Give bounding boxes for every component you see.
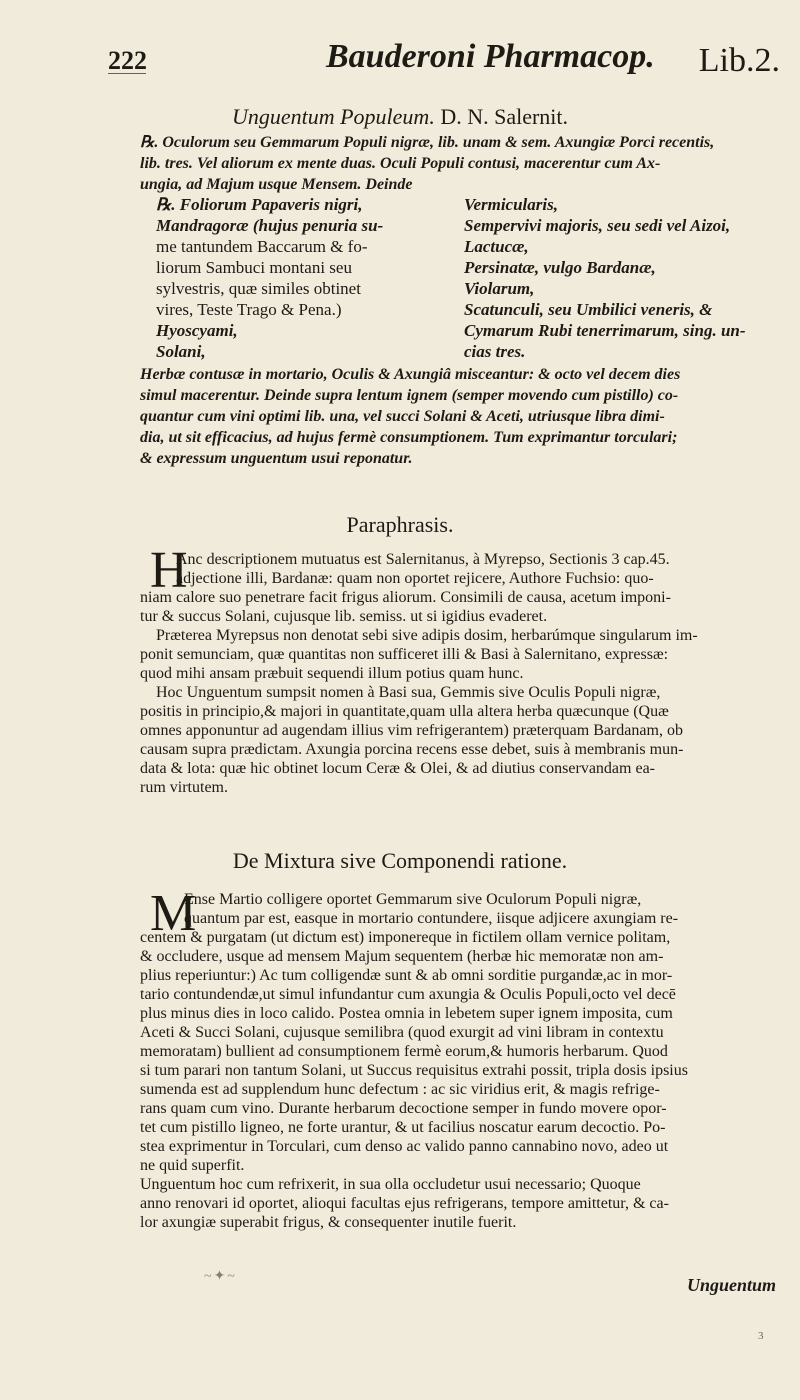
ingredients-left-column <box>156 194 446 362</box>
mixtura-line: Ense Martio colligere oportet Gemmarum sive Oculorum Populi nigræ, <box>184 891 642 908</box>
paraphrasis-line: data & lota: quæ hic obtinet locum Ceræ & Olei, & ad diutius conservandam ea- <box>140 760 655 777</box>
mixtura-text <box>140 885 788 1232</box>
mixtura-dropcap: M <box>150 885 197 942</box>
paraphrasis-line: quod mihi ansam præbuit sequendi illum potius quam hunc. <box>140 665 524 682</box>
ingredient-line: Mandragoræ (hujus penuria su- <box>156 216 384 235</box>
paraphrasis-line: niam calore suo penetrare facit frigus aliorum. Consimili de causa, acetum imponi- <box>140 589 671 606</box>
mixtura-line: & occludere, usque ad mensem Majum sequentem (herbæ hic memoratæ non am- <box>140 948 664 965</box>
recipe-name: Unguentum Populeum. <box>231 104 435 129</box>
paraphrasis-line: omnes apponuntur ad augendam illius vim refrigerantem) præterquam Bardanam, ob <box>140 722 683 739</box>
mixtura-line: memoratam) bullient ad consumptionem fermè eorum,& humoris herbarum. Quod <box>140 1043 668 1060</box>
recipe-source: D. N. Salernit. <box>440 104 569 129</box>
mixtura-line: lor axungiæ superabit frigus, & consequenter inutile fuerit. <box>140 1214 517 1231</box>
method-line: quantur cum vini optimi lib. una, vel succi Solani & Aceti, utriusque libra dimi- <box>140 408 665 425</box>
intro-line: ungia, ad Majum usque Mensem. Deinde <box>140 176 413 193</box>
mixtura-line: tario contundendæ,ut simul infundantur cum axungia & Oculis Populi,octo vel decē <box>140 986 676 1003</box>
paraphrasis-line: positis in principio,& majori in quantitate,quam ulla altera herba quæcunque (Quæ <box>140 703 669 720</box>
page-signature: 3 <box>758 1330 764 1342</box>
book-reference: Lib.2. <box>698 42 780 79</box>
paraphrasis-line: causam supra prædictam. Axungia porcina recens esse debet, suis à membranis mun- <box>140 741 684 758</box>
mixtura-line: plus minus dies in loco calido. Postea omnia in lebetem super ignem imposita, cum <box>140 1005 673 1022</box>
ingredient-line: liorum Sambuci montani seu <box>156 258 352 277</box>
paraphrasis-dropcap: H <box>150 542 188 599</box>
paraphrasis-line: tur & succus Solani, cujusque lib. semiss. ut si igidius evaderet. <box>140 608 548 625</box>
mixtura-line: si tum parari non tantum Solani, ut Succus requisitus extrahi possit, tripla dosis ipsius <box>140 1062 688 1079</box>
intro-line: ℞. Oculorum seu Gemmarum Populi nigræ, lib. unam & sem. Axungiæ Porci recentis, <box>140 134 715 151</box>
mixtura-line: Aceti & Succi Solani, cujusque semilibra (quod exurgit ad vini libram in contextu <box>140 1024 664 1041</box>
mixtura-line: quantum par est, easque in mortario contundere, iisque adjicere axungiam re- <box>184 910 679 927</box>
mixtura-line: ne quid superfit. <box>140 1157 245 1174</box>
page-header <box>108 38 780 82</box>
ingredient-line: Solani, <box>156 342 206 361</box>
ingredient-line: Violarum, <box>464 279 535 298</box>
ingredient-line: Lactucæ, <box>464 237 529 256</box>
mixtura-line: tet cum pistillo ligneo, ne forte urantur, & ut facilius noscatur earum decoctio. Po- <box>140 1119 666 1136</box>
ingredient-line: Cymarum Rubi tenerrimarum, sing. un- <box>464 321 746 340</box>
catchword: Unguentum <box>686 1275 776 1295</box>
ingredient-line: Vermicularis, <box>464 195 558 214</box>
mixtura-line: Unguentum hoc cum refrixerit, in sua olla occludetur usui necessario; Quoque <box>140 1176 641 1193</box>
mixtura-line: anno renovari id oportet, alioqui facultas ejus refrigerans, tempore amittetur, & ca- <box>140 1195 669 1212</box>
ingredient-line: Hyoscyami, <box>156 321 238 340</box>
mixtura-line: sumenda est ad supplendum hunc defectum : ac sic viridius erit, & magis refrige- <box>140 1081 660 1098</box>
page-number-underline <box>108 73 146 74</box>
ingredient-line: Scatunculi, seu Umbilici veneris, & <box>464 300 713 319</box>
method-line: simul macerentur. Deinde supra lentum ignem (semper movendo cum pistillo) co- <box>140 387 679 404</box>
method-text <box>140 364 788 469</box>
mixtura-line: rans quam cum vino. Durante herbarum decoctione semper in fundo movere opor- <box>140 1100 667 1117</box>
paraphrasis-line: Præterea Myrepsus non denotat sebi sive adipis dosim, herbarúmque singularum im- <box>156 627 698 644</box>
mixtura-heading: De Mixtura sive Componendi ratione. <box>232 848 568 873</box>
recipe-title <box>0 104 800 130</box>
running-title: Bauderoni Pharmacop. <box>326 38 655 75</box>
page-number: 222 <box>108 46 147 75</box>
method-line: dia, ut sit efficacius, ad hujus fermè consumptionem. Tum exprimantur torculari; <box>140 429 678 446</box>
paraphrasis-line: ponit semunciam, quæ quantitas non sufficeret illi & Basi à Salernitano, expressæ: <box>140 646 669 663</box>
ingredient-line: cias tres. <box>464 342 526 361</box>
paraphrasis-line: adjectione illi, Bardanæ: quam non oportet rejicere, Authore Fuchsio: quo- <box>176 570 654 587</box>
paraphrasis-line: Anc descriptionem mutuatus est Salernitanus, à Myrepso, Sectionis 3 cap.45. <box>176 551 670 568</box>
intro-line: lib. tres. Vel aliorum ex mente duas. Oculi Populi contusi, macerentur cum Ax- <box>140 155 661 172</box>
mixtura-line: stea exprimentur in Torculari, cum denso ac valido panno cannabino novo, adeo ut <box>140 1138 669 1155</box>
paraphrasis-line: Hoc Unguentum sumpsit nomen à Basi sua, Gemmis sive Oculis Populi nigræ, <box>156 684 661 701</box>
mixtura-line: centem & purgatam (ut dictum est) imponereque in fictilem ollam vernice politam, <box>140 929 671 946</box>
method-line: Herbæ contusæ in mortario, Oculis & Axungiâ misceantur: & octo vel decem dies <box>140 366 681 383</box>
tailpiece-ornament: ~✦~ <box>204 1269 237 1284</box>
ingredient-line: me tantundem Baccarum & fo- <box>156 237 368 256</box>
paraphrasis-text <box>140 550 788 797</box>
ingredients-right-column <box>464 194 784 362</box>
ingredient-line: ℞. Foliorum Papaveris nigri, <box>156 195 363 214</box>
ingredient-line: sylvestris, quæ similes obtinet <box>156 279 361 298</box>
intro-text <box>140 132 788 195</box>
ingredient-line: vires, Teste Trago & Pena.) <box>156 300 342 319</box>
ingredient-line: Sempervivi majoris, seu sedi vel Aizoi, <box>464 216 731 235</box>
paraphrasis-line: rum virtutem. <box>140 779 228 796</box>
paraphrasis-heading: Paraphrasis. <box>346 512 454 537</box>
method-line: & expressum unguentum usui reponatur. <box>140 450 413 467</box>
mixtura-line: plius reperiuntur:) Ac tum colligendæ sunt & ab omni sorditie purgandæ,ac in mor- <box>140 967 673 984</box>
ingredient-line: Persinatæ, vulgo Bardanæ, <box>464 258 656 277</box>
